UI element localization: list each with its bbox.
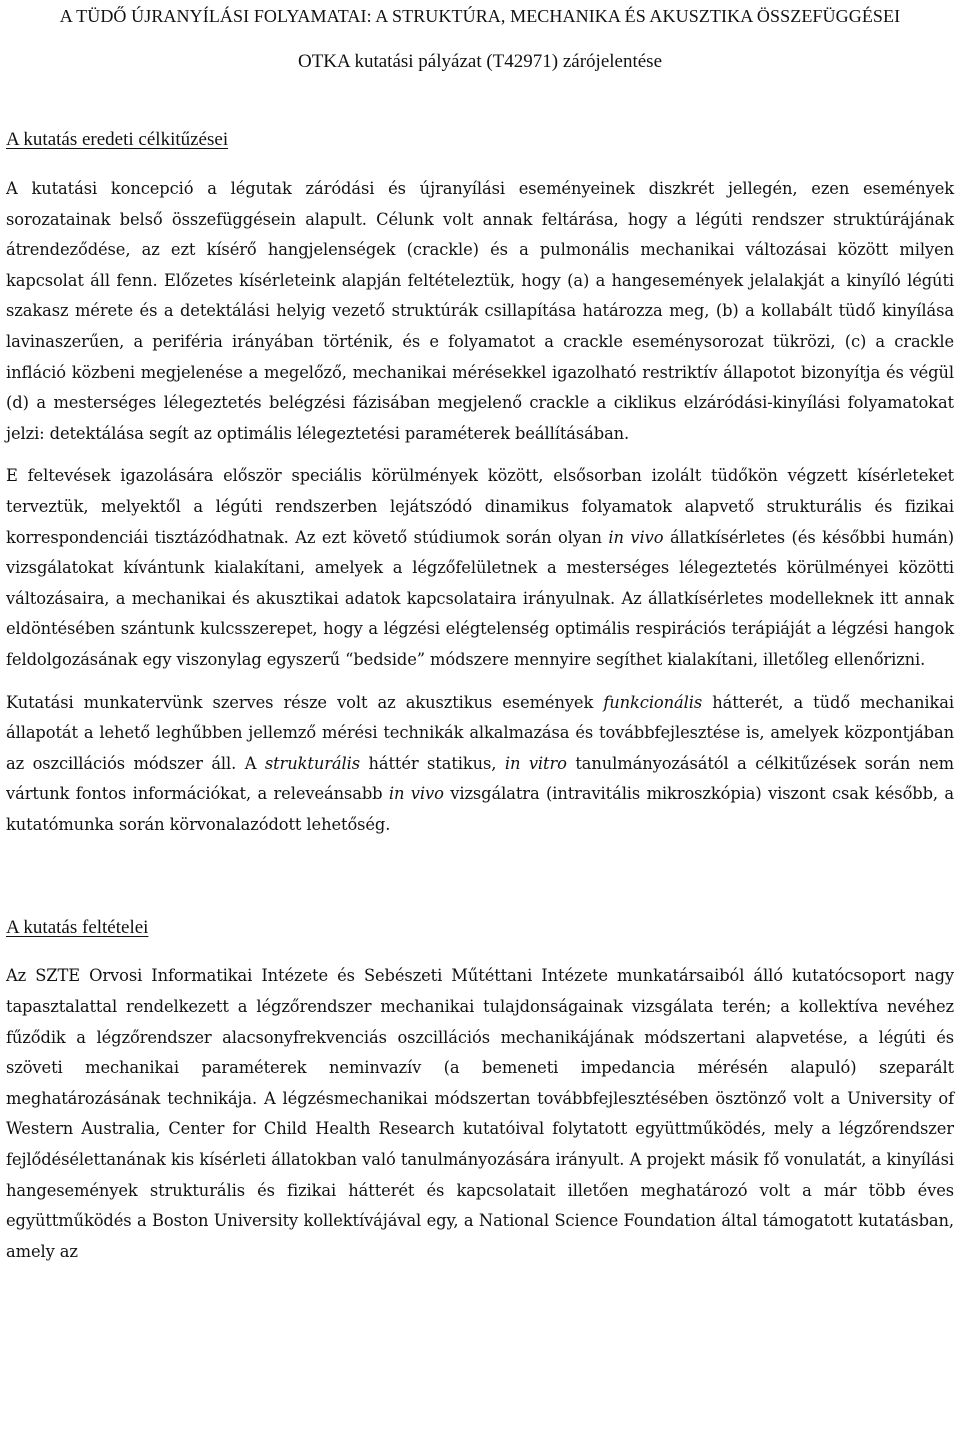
paragraph: [6, 174, 954, 449]
document-subtitle: OTKA kutatási pályázat (T42971) zárójelentése: [297, 51, 663, 72]
paragraph: [6, 688, 954, 841]
italic-text: in vivo: [608, 527, 664, 547]
paragraph: [6, 461, 954, 675]
text-run: állatkísérletes (és későbbi humán) vizsgálatokat kívántunk kialakítani, amelyek a légzőfelületnek a mesterséges lélegeztetés körülményei közötti változásaira, a mechanikai és akusztikai adatok kapcsolataira irányulnak. Az állatkísérletes modelleknek itt annak eldöntésében szántunk kulcsszerepet, hogy a légzési elégtelenség optimális respirációs terápiáját a légzési hangok feldolgozásának egy viszonylag egyszerű “bedside” módszere mennyire segíthet kialakítani, illetőleg ellenőrizni.: [6, 527, 954, 669]
text-run: vizsgálatra (intravitális mikroszkópia) viszont csak később, a kutatómunka során körvonalazódott lehetőség.: [6, 784, 955, 834]
text-run: E feltevések igazolására először speciális körülmények között, elsősorban izolált tüdőkön végzett kísérleteket terveztük, melyektől a légúti rendszerben lejátszódó dinamikus folyamatok alapvető strukturális és fizikai korrespondenciái tisztázódhatnak. Az ezt követő stúdiumok során olyan: [6, 466, 954, 547]
document-title: A TÜDŐ ÚJRANYÍLÁSI FOLYAMATAI: A STRUKTÚRA, MECHANIKA ÉS AKUSZTIKA ÖSSZEFÜGGÉSEI: [59, 6, 901, 26]
italic-text: strukturális: [264, 753, 360, 773]
text-run: hátterét, a tüdő mechanikai állapotát a lehető leghűbben jellemző mérési technikák alkalmazása és továbbfejlesztése is, amelyek központjában az oszcillációs módszer áll. A: [6, 692, 954, 773]
italic-text: in vivo: [388, 784, 444, 804]
paragraph: [6, 961, 954, 1267]
section-heading-goals: A kutatás eredeti célkitűzései: [6, 129, 229, 150]
text-run: Kutatási munkatervünk szerves része volt az akusztikus események: [6, 692, 604, 712]
text-run: Az SZTE Orvosi Informatikai Intézete és Sebészeti Műtéttani Intézete munkatársaiból álló kutatócsoport nagy tapasztalattal rendelkezett a légzőrendszer mechanikai tulajdonságainak vizsgálata terén; a kollektíva nevéhez fűződik a légzőrendszer alacsonyfrekvenciás oszcillációs mechanikájának módszertani alapvetése, a légúti és szöveti mechanikai paraméterek neminvazív (a bemeneti impedancia mérésén alapuló) szeparált meghatározásának technikája. A légzésmechanikai módszertan továbbfejlesztésében ösztönző volt a University of Western Australia, Center for Child Health Research kutatóival folytatott együttműködés, mely a légzőrendszer fejlődésélettanának kis kísérleti állatokban való tanulmányozására irányult. A projekt másik fő vonulatát, a kinyílási hangesemények strukturális és fizikai hátterét és kapcsolatait illetően meghatározó volt a már több éves együttműködés a Boston University kollektívájával egy, a National Science Foundation által támogatott kutatásban, amely az: [6, 966, 954, 1261]
italic-text: funkcionális: [603, 692, 703, 712]
text-run: háttér statikus,: [359, 753, 505, 773]
text-run: tanulmányozásától a célkitűzések során nem vártunk fontos információkat, a releveánsabb: [6, 753, 954, 804]
text-run: A kutatási koncepció a légutak záródási és újranyílási eseményeinek diszkrét jellegén, ezen események sorozatainak belső összefüggésein alapult. Célunk volt annak feltárása, hogy a légúti rendszer struktúrájának átrendeződése, az ezt kísérő hangjelenségek (crackle) és a pulmonális mechanikai változásai között milyen kapcsolat áll fenn. Előzetes kísérleteink alapján feltételeztük, hogy (a) a hangesemények jelalakját a kinyíló légúti szakasz mérete és a detektálási helyig vezető struktúrák csillapítása határozza meg, (b) a kollabált tüdő kinyílása lavinaszerűen, a periféria irányában történik, és e folyamatot a crackle eseménysorozat tükrözi, (c) a crackle infláció közbeni megjelenése a megelőző, mechanikai mérésekkel igazolható restriktív állapotot bizonyítja és végül (d) a mesterséges lélegeztetés belégzési fázisában megjelenő crackle a ciklikus elzáródási-kinyílási folyamatokat jelzi: detektálása segít az optimális lélegeztetési paraméterek beállításában.: [6, 179, 954, 443]
italic-text: in vitro: [504, 753, 567, 773]
section-heading-conditions: A kutatás feltételei: [6, 917, 149, 939]
